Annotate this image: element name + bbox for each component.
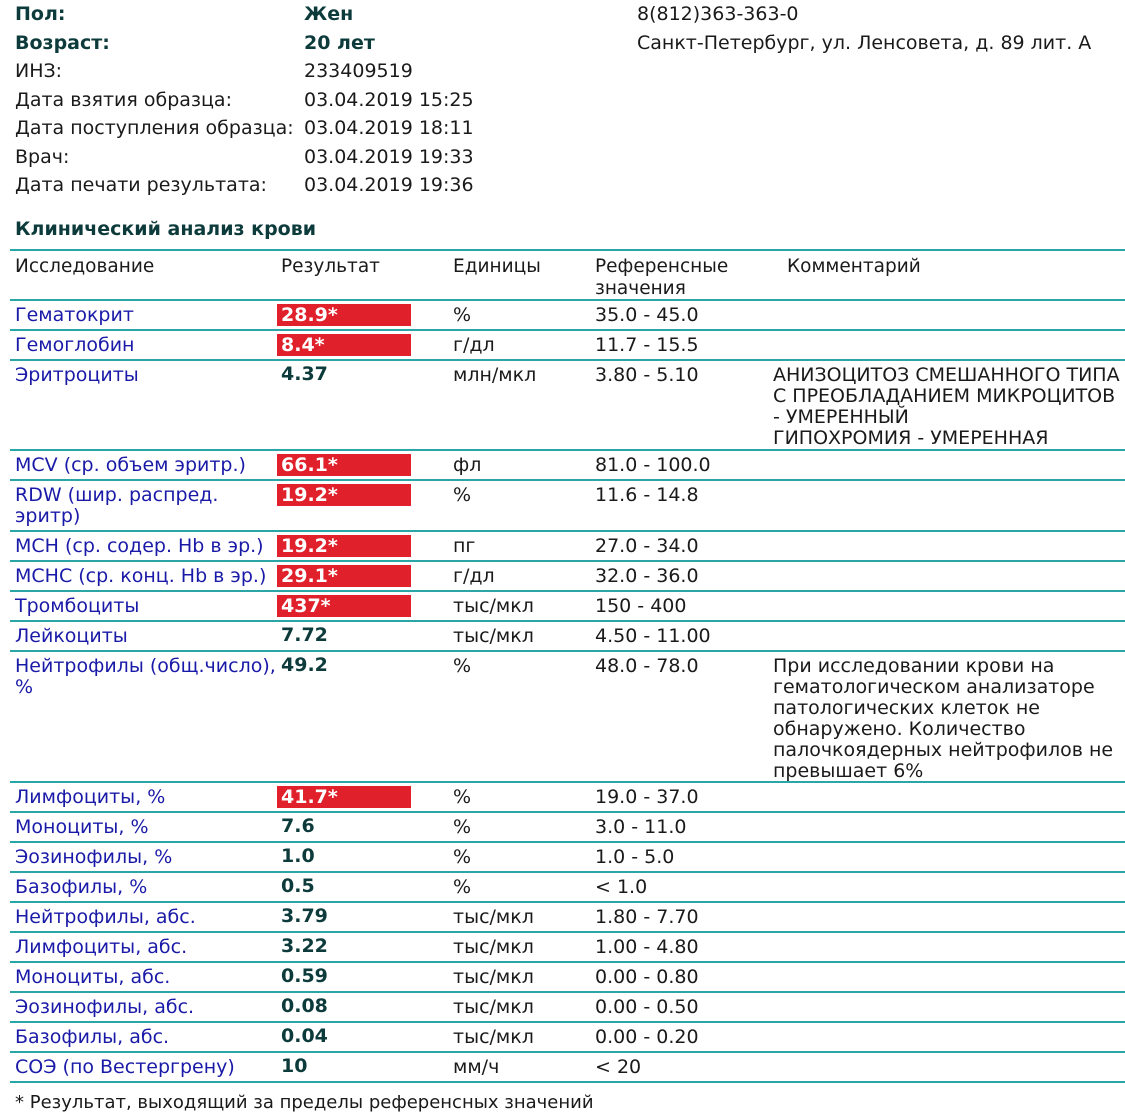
units: %	[453, 304, 472, 326]
table-row	[10, 993, 1125, 1023]
abnormal-result-badge: 19.2*	[277, 484, 411, 506]
reference-range: 3.80 - 5.10	[595, 364, 699, 386]
table-row	[10, 331, 1125, 361]
units: %	[453, 816, 472, 838]
table-row	[10, 562, 1125, 592]
comment: АНИЗОЦИТОЗ СМЕШАННОГО ТИПА С ПРЕОБЛАДАНИЕМ МИКРОЦИТОВ - УМЕРЕННЫЙ ГИПОХРОМИЯ - УМЕРЕННАЯ	[773, 364, 1120, 449]
abnormal-result-badge: 28.9*	[277, 304, 411, 326]
patient-info-value: Жен	[304, 3, 354, 25]
result-cell	[277, 592, 453, 620]
units: тыс/мкл	[453, 936, 534, 958]
abnormal-result-badge: 41.7*	[277, 786, 411, 808]
comment	[773, 843, 1125, 871]
result-cell	[277, 361, 453, 449]
units: тыс/мкл	[453, 966, 534, 988]
test-name: Эритроциты	[15, 364, 139, 386]
test-name: Моноциты, %	[15, 816, 149, 838]
result-value: 4.37	[281, 363, 328, 385]
comment	[773, 532, 1125, 560]
result-value: 49.2	[281, 654, 328, 676]
comment	[773, 592, 1125, 620]
comment	[773, 963, 1125, 991]
section-title: Клинический анализ крови	[15, 218, 317, 240]
result-value: 0.08	[281, 995, 328, 1017]
units: г/дл	[453, 334, 495, 356]
table-row	[10, 813, 1125, 843]
units: тыс/мкл	[453, 595, 534, 617]
result-cell	[277, 562, 453, 590]
test-name: Гематокрит	[15, 304, 134, 326]
reference-range: 27.0 - 34.0	[595, 535, 699, 557]
comment	[773, 813, 1125, 841]
results-table	[10, 249, 1125, 1083]
patient-info-label: Дата печати результата:	[15, 174, 267, 196]
result-value: 0.04	[281, 1025, 328, 1047]
comment	[773, 1053, 1125, 1081]
units: тыс/мкл	[453, 996, 534, 1018]
result-cell	[277, 301, 453, 329]
reference-range: 11.7 - 15.5	[595, 334, 699, 356]
comment	[773, 903, 1125, 931]
table-row	[10, 361, 1125, 451]
units: фл	[453, 454, 482, 476]
result-cell	[277, 813, 453, 841]
result-cell	[277, 783, 453, 811]
reference-range: 1.80 - 7.70	[595, 906, 699, 928]
result-cell	[277, 993, 453, 1021]
table-header	[10, 251, 1125, 301]
table-row	[10, 783, 1125, 813]
reference-range: 32.0 - 36.0	[595, 565, 699, 587]
test-name: Эозинофилы, %	[15, 846, 173, 868]
patient-info-value: 20 лет	[304, 31, 375, 54]
header-comment: Комментарий	[787, 256, 921, 277]
table-row	[10, 481, 1125, 532]
lab-address: Санкт-Петербург, ул. Ленсовета, д. 89 лит. А	[637, 31, 1092, 54]
test-name: RDW (шир. распред. эритр)	[15, 484, 219, 527]
test-name: Лейкоциты	[15, 625, 128, 647]
test-name: MCH (ср. содер. Hb в эр.)	[15, 535, 264, 557]
units: %	[453, 846, 472, 868]
result-value: 3.79	[281, 905, 328, 927]
test-name: Моноциты, абс.	[15, 966, 171, 988]
units: тыс/мкл	[453, 625, 534, 647]
result-value: 3.22	[281, 935, 328, 957]
result-cell	[277, 652, 453, 781]
patient-info-row	[15, 116, 604, 145]
reference-range: 150 - 400	[595, 595, 687, 617]
comment	[773, 451, 1125, 479]
result-cell	[277, 873, 453, 901]
comment	[773, 993, 1125, 1021]
comment	[773, 1023, 1125, 1051]
patient-info-label: ИНЗ:	[15, 60, 63, 82]
abnormal-result-badge: 437*	[277, 595, 411, 617]
abnormal-result-badge: 29.1*	[277, 565, 411, 587]
result-cell	[277, 1023, 453, 1051]
comment	[773, 873, 1125, 901]
footnote: * Результат, выходящий за пределы референсных значений	[15, 1092, 594, 1113]
reference-range: 19.0 - 37.0	[595, 786, 699, 808]
reference-range: 4.50 - 11.00	[595, 625, 711, 647]
test-name: Эозинофилы, абс.	[15, 996, 195, 1018]
table-row	[10, 592, 1125, 622]
result-cell	[277, 933, 453, 961]
patient-info	[15, 2, 604, 202]
reference-range: 35.0 - 45.0	[595, 304, 699, 326]
test-name: Нейтрофилы, абс.	[15, 906, 196, 928]
abnormal-result-badge: 8.4*	[277, 334, 411, 356]
table-row	[10, 652, 1125, 783]
table-row	[10, 1053, 1125, 1083]
patient-info-row	[15, 59, 604, 88]
table-row	[10, 903, 1125, 933]
units: %	[453, 484, 472, 506]
reference-range: 1.0 - 5.0	[595, 846, 675, 868]
units: млн/мкл	[453, 364, 537, 386]
units: %	[453, 786, 472, 808]
result-cell	[277, 963, 453, 991]
table-row	[10, 622, 1125, 652]
result-value: 0.5	[281, 875, 315, 897]
comment	[773, 481, 1125, 530]
result-value: 1.0	[281, 845, 315, 867]
table-row	[10, 451, 1125, 481]
test-name: СОЭ (по Вестергрену)	[15, 1056, 235, 1078]
result-value: 10	[281, 1055, 308, 1077]
units: %	[453, 876, 472, 898]
table-row	[10, 963, 1125, 993]
reference-range: 0.00 - 0.50	[595, 996, 699, 1018]
units: тыс/мкл	[453, 906, 534, 928]
patient-info-row	[15, 31, 604, 60]
lab-contact	[637, 2, 1091, 59]
header-units: Единицы	[453, 256, 541, 277]
comment	[773, 301, 1125, 329]
reference-range: 81.0 - 100.0	[595, 454, 711, 476]
abnormal-result-badge: 19.2*	[277, 535, 411, 557]
table-row	[10, 873, 1125, 903]
reference-range: 0.00 - 0.20	[595, 1026, 699, 1048]
comment	[773, 783, 1125, 811]
test-name: MCHC (ср. конц. Hb в эр.)	[15, 565, 267, 587]
test-name: Тромбоциты	[15, 595, 140, 617]
patient-info-row	[15, 145, 604, 174]
comment	[773, 331, 1125, 359]
table-body	[10, 301, 1125, 1083]
reference-range: 48.0 - 78.0	[595, 655, 699, 677]
units: мм/ч	[453, 1056, 500, 1078]
patient-info-label: Пол:	[15, 3, 66, 25]
patient-info-row	[15, 2, 604, 31]
result-cell	[277, 903, 453, 931]
test-name: Нейтрофилы (общ.число), %	[15, 655, 276, 698]
header-test: Исследование	[15, 256, 155, 277]
header-reference: Референсные значения	[595, 256, 729, 299]
abnormal-result-badge: 66.1*	[277, 454, 411, 476]
test-name: Лимфоциты, %	[15, 786, 166, 808]
reference-range: < 20	[595, 1056, 642, 1078]
patient-info-value: 03.04.2019 19:36	[304, 174, 474, 196]
result-value: 7.72	[281, 624, 328, 646]
result-cell	[277, 843, 453, 871]
patient-info-row	[15, 88, 604, 117]
patient-info-value: 03.04.2019 18:11	[304, 117, 474, 139]
units: пг	[453, 535, 476, 557]
units: тыс/мкл	[453, 1026, 534, 1048]
patient-info-value: 03.04.2019 19:33	[304, 145, 474, 168]
test-name: Базофилы, абс.	[15, 1026, 170, 1048]
test-name: Базофилы, %	[15, 876, 148, 898]
patient-info-label: Возраст:	[15, 31, 110, 54]
test-name: Гемоглобин	[15, 334, 135, 356]
patient-info-label: Дата поступления образца:	[15, 117, 294, 139]
test-name: Лимфоциты, абс.	[15, 936, 188, 958]
test-name: MCV (ср. объем эритр.)	[15, 454, 246, 476]
table-row	[10, 532, 1125, 562]
patient-info-row	[15, 173, 604, 202]
units: %	[453, 655, 472, 677]
table-row	[10, 843, 1125, 873]
reference-range: 11.6 - 14.8	[595, 484, 699, 506]
patient-info-value: 233409519	[304, 60, 413, 82]
lab-phone: 8(812)363-363-0	[637, 3, 799, 25]
table-row	[10, 933, 1125, 963]
comment: При исследовании крови на гематологическом анализаторе патологических клеток не обнаружено. Количество палочкоядерных нейтрофилов не превышает 6%	[773, 655, 1114, 782]
patient-info-label: Врач:	[15, 145, 70, 168]
result-cell	[277, 331, 453, 359]
comment	[773, 562, 1125, 590]
comment	[773, 933, 1125, 961]
patient-info-value: 03.04.2019 15:25	[304, 88, 474, 111]
units: г/дл	[453, 565, 495, 587]
result-cell	[277, 532, 453, 560]
result-value: 0.59	[281, 965, 328, 987]
result-cell	[277, 481, 453, 530]
result-cell	[277, 451, 453, 479]
reference-range: 0.00 - 0.80	[595, 966, 699, 988]
table-row	[10, 1023, 1125, 1053]
patient-info-label: Дата взятия образца:	[15, 88, 232, 111]
result-value: 7.6	[281, 815, 315, 837]
header-result: Результат	[281, 256, 380, 277]
reference-range: 1.00 - 4.80	[595, 936, 699, 958]
table-row	[10, 301, 1125, 331]
comment	[773, 622, 1125, 650]
reference-range: 3.0 - 11.0	[595, 816, 687, 838]
result-cell	[277, 622, 453, 650]
reference-range: < 1.0	[595, 876, 648, 898]
result-cell	[277, 1053, 453, 1081]
